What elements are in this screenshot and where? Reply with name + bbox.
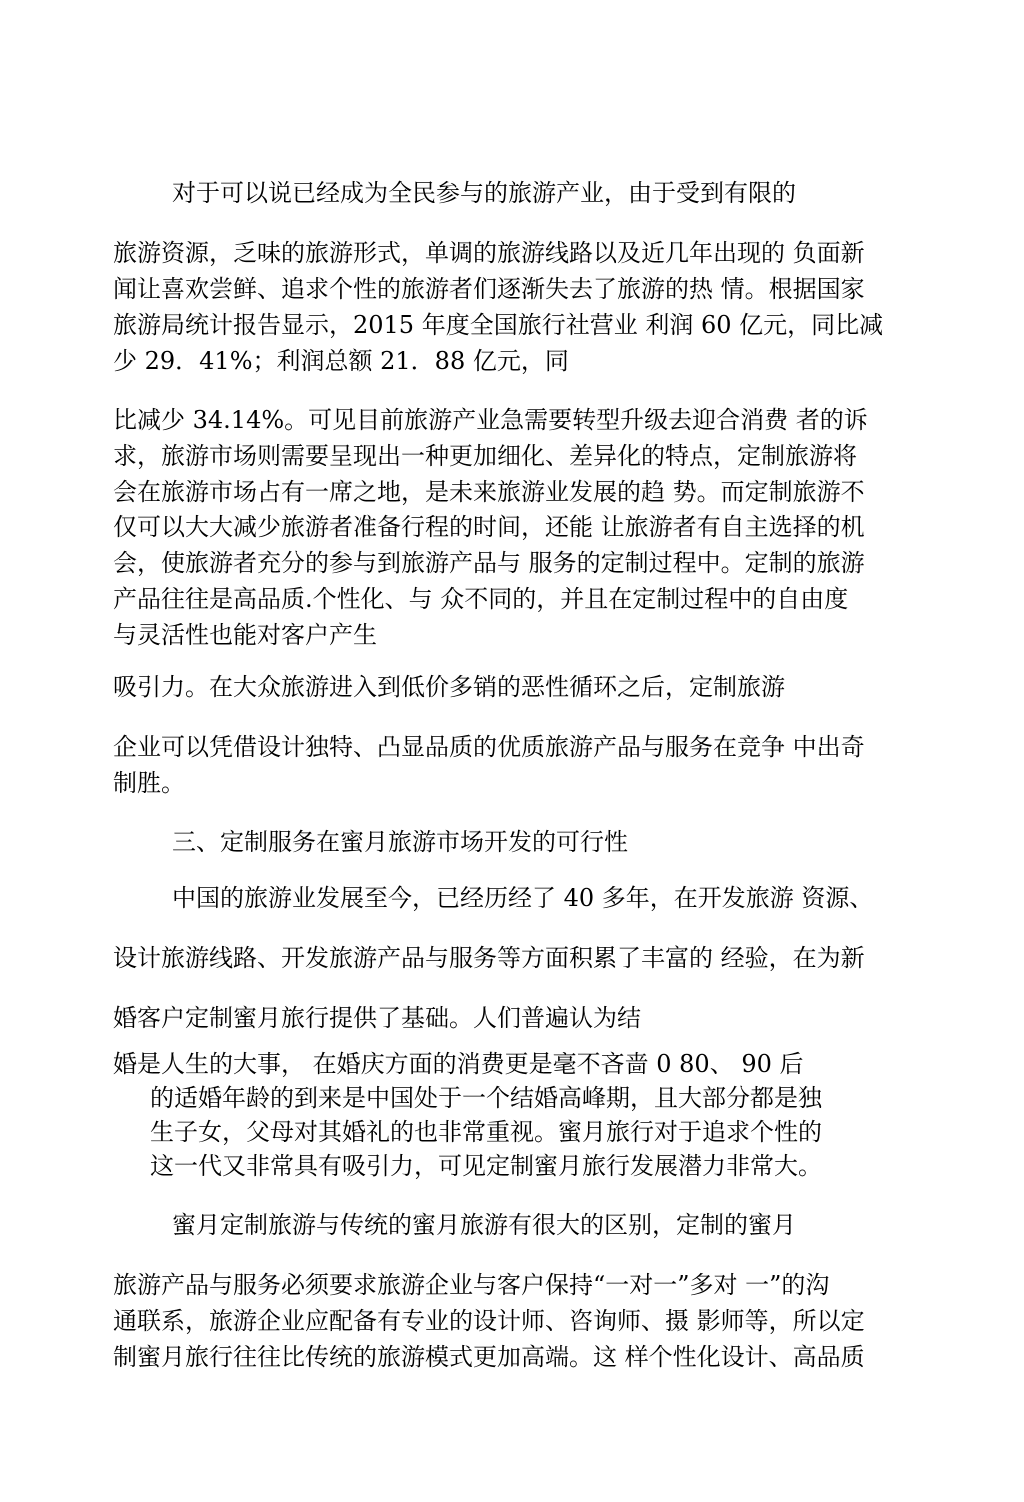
- paragraph-line-6: 比减少 34.14%。可见目前旅游产业急需要转型升级去迎合消费 者的诉: [113, 406, 868, 434]
- paragraph-line-2: 旅游资源，乏味的旅游形式，单调的旅游线路以及近几年出现的 负面新: [113, 239, 865, 267]
- paragraph-line-23: 蜜月定制旅游与传统的蜜月旅游有很大的区别，定制的蜜月: [172, 1211, 796, 1239]
- paragraph-line-14: 企业可以凭借设计独特、凸显品质的优质旅游产品与服务在竞争 中出奇: [113, 733, 865, 761]
- paragraph-line-24: 旅游产品与服务必须要求旅游企业与客户保持“一对一”多对 一”的沟: [113, 1271, 830, 1299]
- paragraph-line-1: 对于可以说已经成为全民参与的旅游产业，由于受到有限的: [172, 179, 796, 207]
- paragraph-line-16: 中国的旅游业发展至今，已经历经了 40 多年，在开发旅游 资源、: [172, 884, 874, 912]
- section-heading: 三、定制服务在蜜月旅游市场开发的可行性: [172, 828, 628, 856]
- paragraph-line-7: 求，旅游市场则需要呈现出一种更加细化、差异化的特点，定制旅游将: [113, 442, 857, 470]
- paragraph-line-11: 产品往往是高品质.个性化、与 众不同的，并且在定制过程中的自由度: [113, 585, 849, 613]
- paragraph-line-8: 会在旅游市场占有一席之地，是未来旅游业发展的趋 势。而定制旅游不: [113, 478, 865, 506]
- paragraph-line-15: 制胜。: [113, 769, 185, 797]
- paragraph-line-22: 这一代又非常具有吸引力，可见定制蜜月旅行发展潜力非常大。: [150, 1152, 822, 1180]
- paragraph-line-17: 设计旅游线路、开发旅游产品与服务等方面积累了丰富的 经验，在为新: [113, 944, 865, 972]
- paragraph-line-21: 生子女，父母对其婚礼的也非常重视。蜜月旅行对于追求个性的: [150, 1118, 822, 1146]
- paragraph-line-10: 会，使旅游者充分的参与到旅游产品与 服务的定制过程中。定制的旅游: [113, 549, 865, 577]
- paragraph-line-19: 婚是人生的大事， 在婚庆方面的消费更是毫不吝啬 0 80、 90 后: [113, 1050, 804, 1078]
- paragraph-line-4: 旅游局统计报告显示，2015 年度全国旅行社营业 利润 60 亿元，同比减: [113, 311, 884, 339]
- paragraph-line-12: 与灵活性也能对客户产生: [113, 621, 377, 649]
- paragraph-line-20: 的适婚年龄的到来是中国处于一个结婚高峰期，且大部分都是独: [150, 1084, 822, 1112]
- paragraph-line-9: 仅可以大大减少旅游者准备行程的时间，还能 让旅游者有自主选择的机: [113, 513, 865, 541]
- paragraph-line-13: 吸引力。在大众旅游进入到低价多销的恶性循环之后，定制旅游: [113, 673, 785, 701]
- paragraph-line-25: 通联系，旅游企业应配备有专业的设计师、咨询师、摄 影师等，所以定: [113, 1307, 865, 1335]
- paragraph-line-3: 闻让喜欢尝鲜、追求个性的旅游者们逐渐失去了旅游的热 情。根据国家: [113, 275, 865, 303]
- paragraph-line-26: 制蜜月旅行往往比传统的旅游模式更加高端。这 样个性化设计、高品质: [113, 1343, 865, 1371]
- paragraph-line-5: 少 29．41%；利润总额 21．88 亿元，同: [113, 347, 569, 375]
- paragraph-line-18: 婚客户定制蜜月旅行提供了基础。人们普遍认为结: [113, 1004, 641, 1032]
